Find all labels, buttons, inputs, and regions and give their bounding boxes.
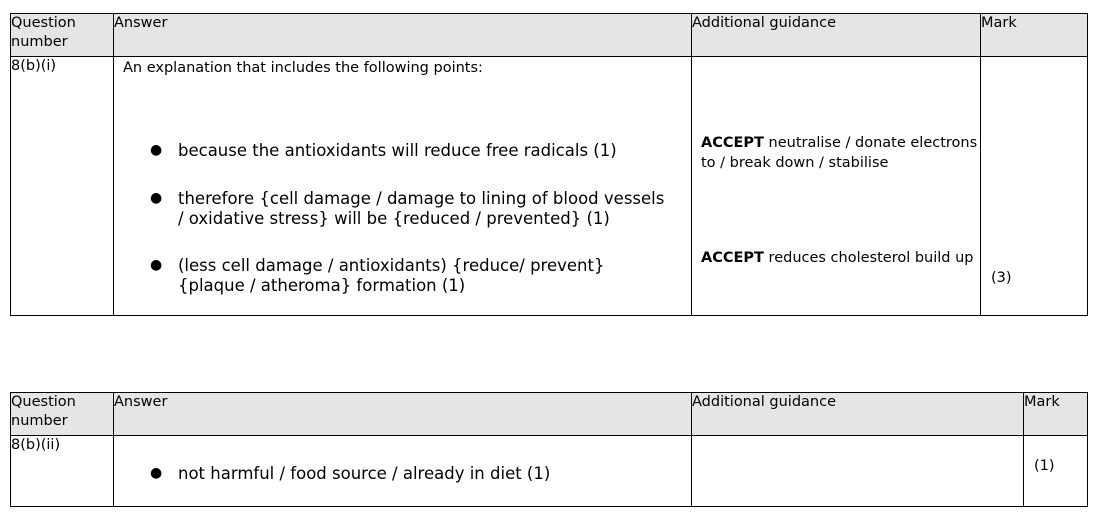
mark-value: (1) bbox=[1034, 458, 1055, 474]
bullet-icon: ● bbox=[150, 257, 163, 273]
answer-point-text: not harmful / food source / already in diet (1) bbox=[178, 464, 551, 483]
bullet-icon: ● bbox=[150, 465, 163, 481]
guidance-note bbox=[701, 133, 986, 173]
answer-cell bbox=[114, 436, 692, 507]
answer-point-text: because the antioxidants will reduce free radicals (1) bbox=[178, 141, 617, 160]
table-row bbox=[11, 436, 1088, 507]
answer-cell bbox=[114, 57, 692, 316]
guidance-cell bbox=[692, 436, 1024, 507]
question-number: 8(b)(i) bbox=[11, 57, 114, 316]
mark-cell bbox=[981, 57, 1088, 316]
answer-point-text: (less cell damage / antioxidants) {reduce/ prevent} {plaque / atheroma} formation (1) bbox=[178, 256, 605, 295]
question-number: 8(b)(ii) bbox=[11, 436, 114, 507]
mark-value: (3) bbox=[991, 270, 1012, 286]
mark-cell bbox=[1024, 436, 1088, 507]
bullet-icon: ● bbox=[150, 142, 163, 158]
table-header-row bbox=[11, 14, 1088, 57]
header-mark: Mark bbox=[1024, 393, 1088, 436]
guidance-cell bbox=[692, 57, 981, 316]
header-mark: Mark bbox=[981, 14, 1088, 57]
mark-scheme-table-8bii bbox=[10, 392, 1088, 507]
header-question-number: Question number bbox=[11, 393, 114, 436]
guidance-text: reduces cholesterol build up bbox=[763, 250, 974, 266]
guidance-note bbox=[701, 248, 986, 268]
table-row bbox=[11, 57, 1088, 316]
header-additional-guidance: Additional guidance bbox=[692, 393, 1024, 436]
bullet-icon: ● bbox=[150, 190, 163, 206]
header-answer: Answer bbox=[114, 393, 692, 436]
header-additional-guidance: Additional guidance bbox=[692, 14, 981, 57]
header-answer: Answer bbox=[114, 14, 692, 57]
mark-scheme-table-8bi bbox=[10, 13, 1088, 316]
guidance-keyword: ACCEPT bbox=[701, 250, 764, 266]
answer-point-text: therefore {cell damage / damage to lining of blood vessels / oxidative stress} will be {reduced / prevented} (1) bbox=[178, 189, 665, 228]
table-header-row bbox=[11, 393, 1088, 436]
guidance-keyword: ACCEPT bbox=[701, 135, 764, 151]
header-question-number: Question number bbox=[11, 14, 114, 57]
answer-intro: An explanation that includes the following points: bbox=[123, 60, 483, 76]
guidance-text: neutralise / donate electrons to / break down / stabilise bbox=[701, 135, 978, 171]
